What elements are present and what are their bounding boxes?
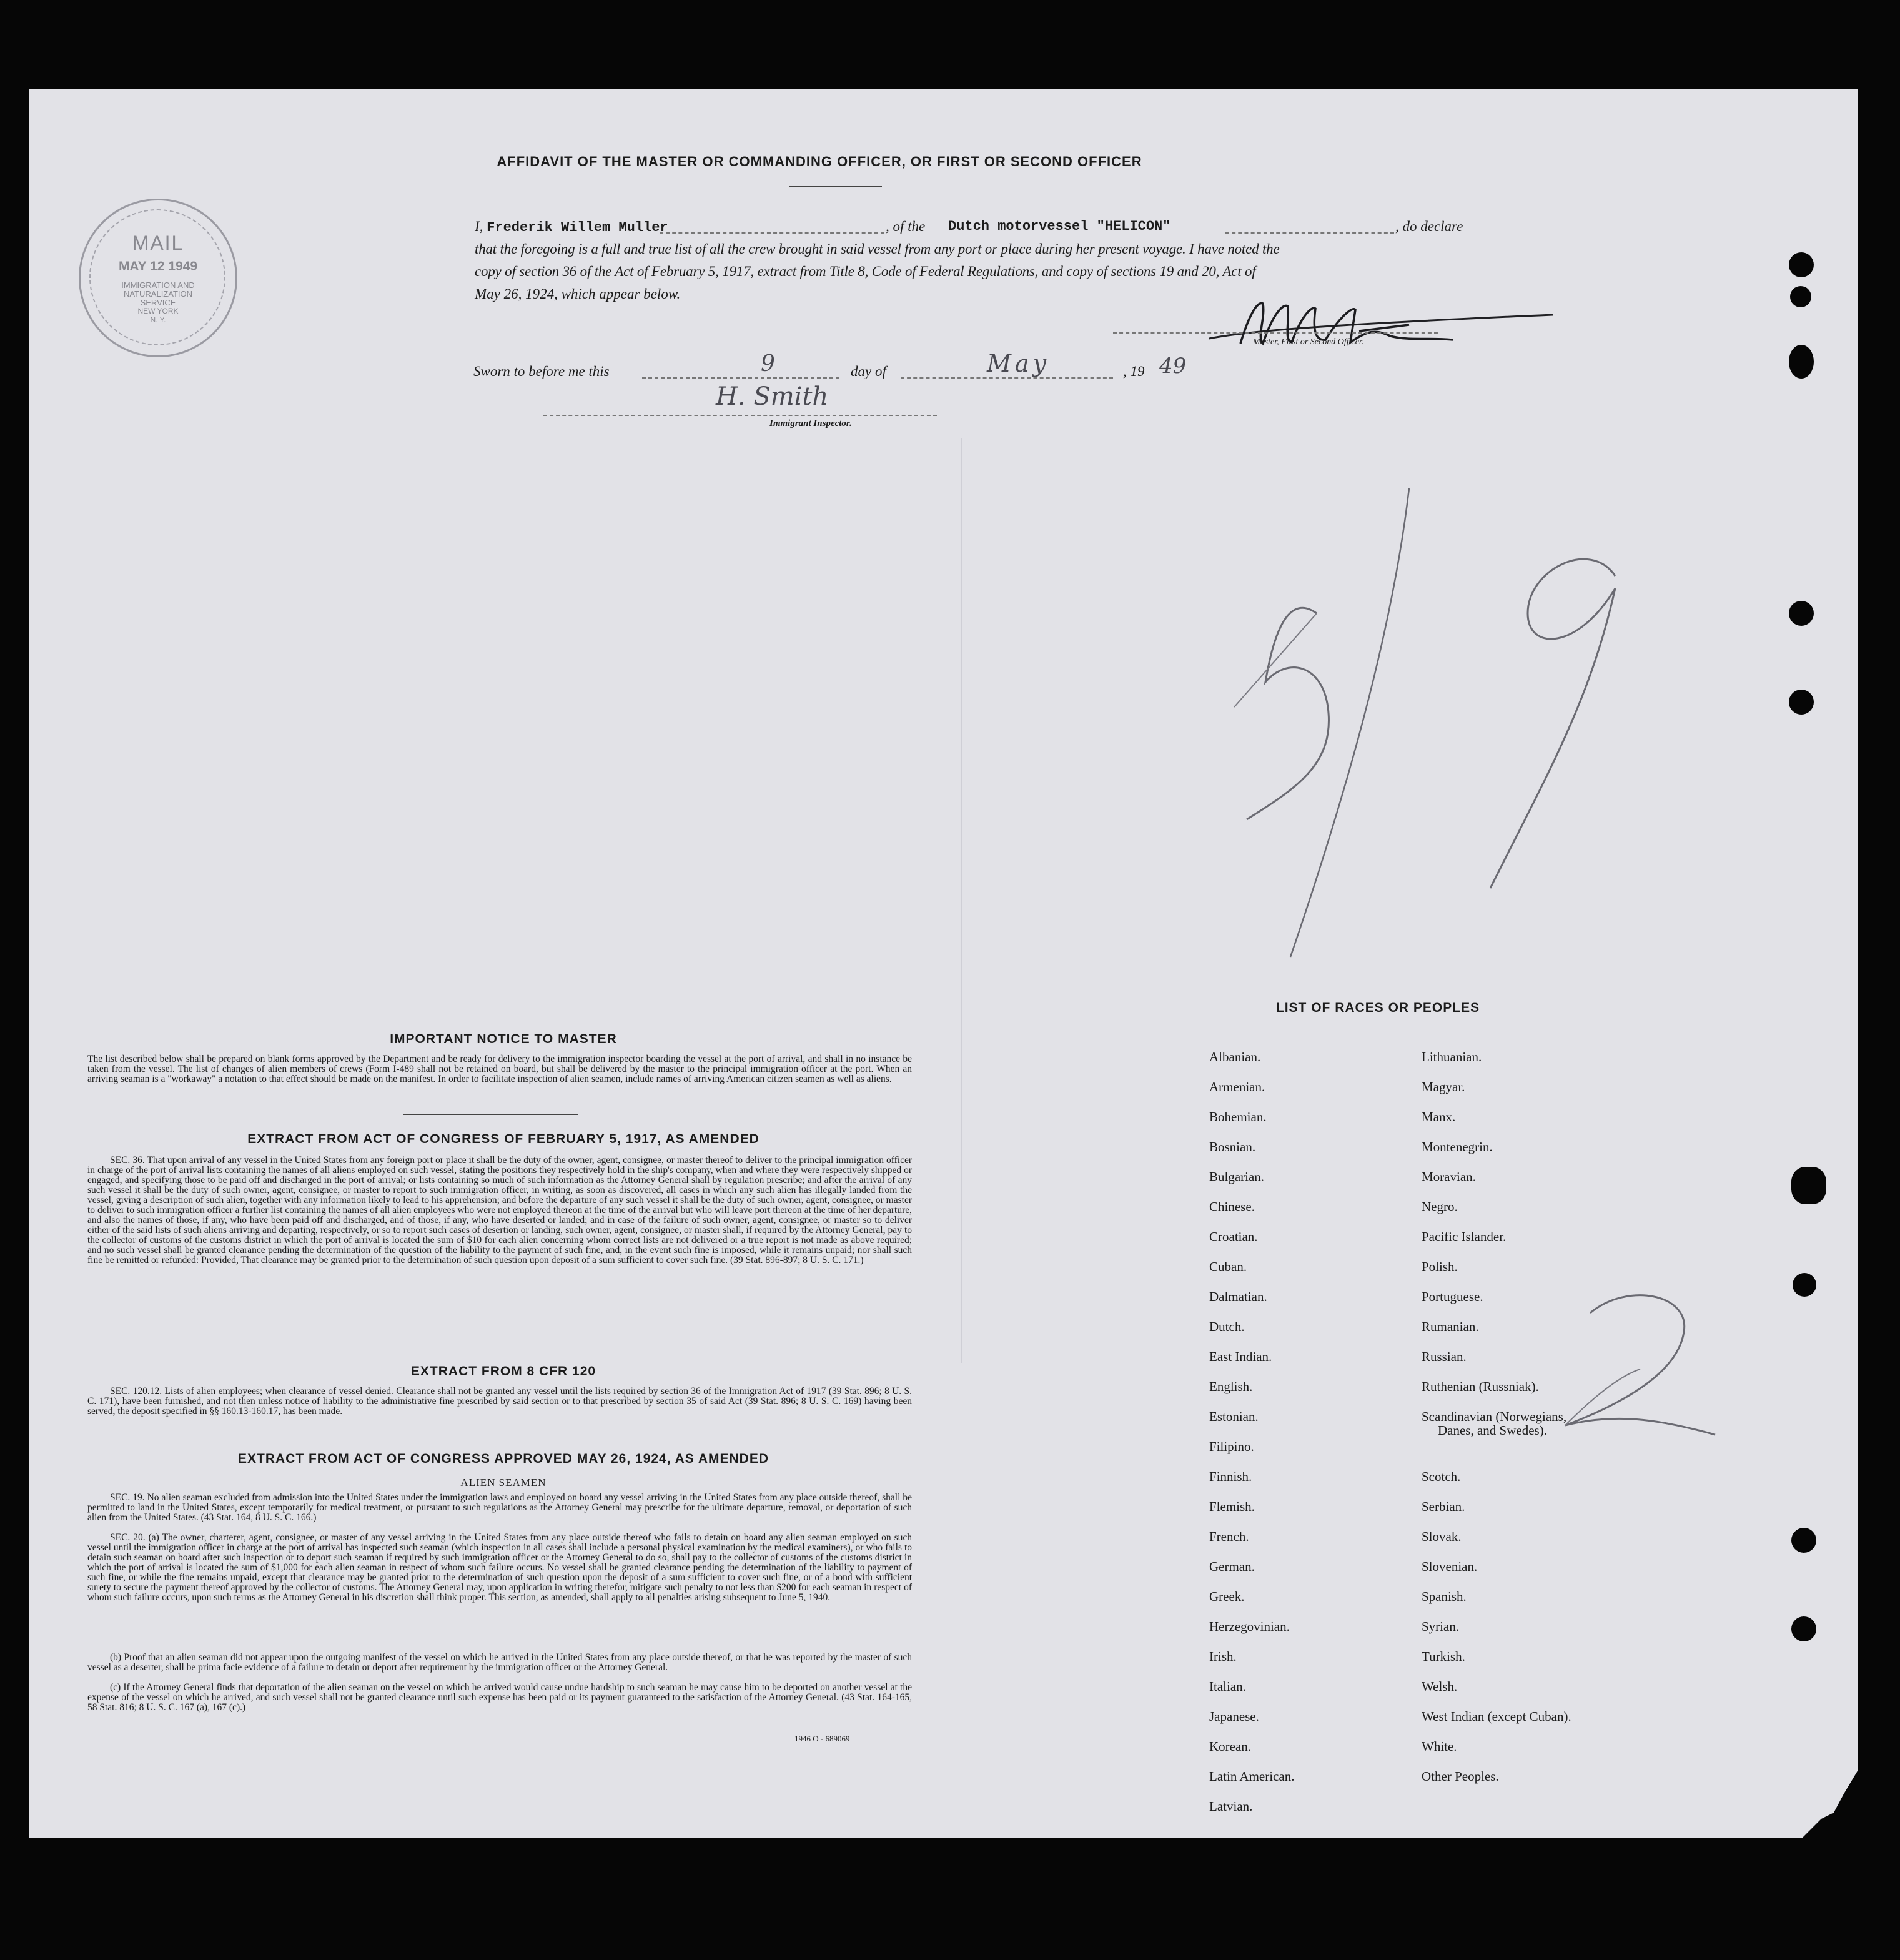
race-item: Negro. [1422,1199,1458,1214]
race-item: Bosnian. [1209,1139,1256,1154]
race-item: Dutch. [1209,1319,1245,1334]
race-item: Flemish. [1209,1499,1255,1514]
torn-corner [1784,1769,1859,1839]
race-item: Italian. [1209,1679,1246,1694]
race-item: Greek. [1209,1589,1245,1604]
master-name: Frederik Willem Muller [487,220,668,235]
sworn-month: May [987,350,1051,377]
race-item: Moravian. [1422,1169,1476,1184]
races-title: LIST OF RACES OR PEOPLES [1275,1001,1480,1015]
extract-1924-sec20b: (b) Proof that an alien seaman did not appear upon the outgoing manifest of the vessel on which he arrived in the United States from any place outside thereof, or that he was reported by the master of such vessel as a deserter, shall be prima facie evidence of a failure to detain or deport after requirement by the immigration officer or the Attorney General. [87,1652,912,1673]
extract-1917-body: SEC. 36. That upon arrival of any vessel in the United States from any foreign port or place it shall be the duty of the owner, agent, consignee, or master thereof to deliver to the principal immigration officer in charge of the port of arrival lists containing the names of all aliens employed on such vessel, stating the positions they respectively hold in the ship's company, when and where they were respectively shipped or engaged, and specifying those to be paid off and discharged in the port of arrival; or lists containing so much of such information as the Attorney General shall by regulation prescribe; and after the arrival of any such vessel it shall be the duty of such owner, agent, consignee, or master to report to such immigration officer, in writing, as soon as discovered, all cases in which any such alien has illegally landed from the vessel, giving a description of such alien, together with any information likely to lead to his apprehension; and before the departure of any such vessel it shall be the duty of such owner, agent, consignee, or master to deliver to such immigration officer a further list containing the names of all alien employees who were not employed thereon at the time of the arrival but who will leave port thereon at the time of her departure, and also the names of those, if any, who have been paid off and discharged, and of those, if any, who have deserted or landed; and in case of the failure of such owner, agent, consignee, or master so to deliver either of the said lists of such aliens arriving and departing, respectively, or so to report such cases of desertion or landing, such owner, agent, consignee, or master shall, if required by the Attorney General, pay to the collector of customs of the customs district in which the port of arrival is located the sum of $10 for each alien concerning whom correct lists are not delivered or a true report is not made as above required; and no such vessel shall be granted clearance pending the determination of the question of the liability to the payment of such fine, and, in the event such fine is imposed, while it remains unpaid; nor shall such fine be remitted or refunded: Provided, That clearance may be granted prior to the determination of such question upon deposit of a sum sufficient to cover such fine. (39 Stat. 896-897; 8 U. S. C. 171.) [87,1155,912,1265]
race-item: Scotch. [1422,1469,1461,1484]
race-item: Scandinavian (Norwegians, [1422,1409,1567,1424]
race-item: Montenegrin. [1422,1139,1493,1154]
race-item: German. [1209,1559,1255,1574]
punch-hole [1790,286,1811,307]
notice-title: IMPORTANT NOTICE TO MASTER [390,1032,617,1046]
race-item: Cuban. [1209,1259,1247,1274]
sworn-day: 9 [761,351,775,377]
affidavit-line-3: copy of section 36 of the Act of February 5, 1917, extract from Title 8, Code of Federal Regulations, and copy of sections 19 and 20, Act of [475,264,1256,279]
affidavit-title: AFFIDAVIT OF THE MASTER OR COMMANDING OFFICER, OR FIRST OR SECOND OFFICER [497,154,1142,169]
of-the-text: , of the [886,219,926,234]
race-item: Latvian. [1209,1799,1253,1814]
do-declare-text: , do declare [1395,219,1463,234]
vessel-name: Dutch motorvessel "HELICON" [948,219,1171,234]
extract-cfr-title: EXTRACT FROM 8 CFR 120 [410,1364,596,1378]
race-item: Japanese. [1209,1709,1259,1724]
race-item: Korean. [1209,1739,1252,1754]
race-item: Rumanian. [1422,1319,1479,1334]
punch-hole [1793,1273,1816,1297]
race-item: Herzegovinian. [1209,1619,1290,1634]
print-code: 1946 O - 689069 [794,1734,850,1743]
stamp-date: MAY 12 1949 [118,259,198,274]
race-item: Croatian. [1209,1229,1258,1244]
punch-hole [1789,601,1814,626]
year-suffix: 49 [1159,354,1187,379]
notice-rule [403,1114,578,1115]
race-item: Dalmatian. [1209,1289,1267,1304]
affidavit-line-2: that the foregoing is a full and true list of all the crew brought in said vessel from any port or place during her present voyage. I have noted the [475,241,1280,257]
race-item: Portuguese. [1422,1289,1483,1304]
race-item: Welsh. [1422,1679,1458,1694]
race-item: Bulgarian. [1209,1169,1265,1184]
handwritten-number-small [1540,1288,1728,1450]
race-item: Bohemian. [1209,1109,1267,1124]
sworn-label: Sworn to before me this [473,364,610,379]
race-item: Ruthenian (Russniak). [1422,1379,1539,1394]
race-item: Lithuanian. [1422,1049,1482,1064]
race-item: White. [1422,1739,1457,1754]
signature-caption: Master, First or Second Officer. [1253,337,1364,347]
intro-text: I, [475,219,483,234]
received-stamp [79,199,237,357]
race-item: Estonian. [1209,1409,1259,1424]
punch-hole [1791,1167,1826,1204]
race-item: Other Peoples. [1422,1769,1499,1784]
stamp-line: NATURALIZATION [123,289,193,299]
race-item: Russian. [1422,1349,1467,1364]
document-page [29,89,1858,1838]
race-item: West Indian (except Cuban). [1422,1709,1571,1724]
race-item: Albanian. [1209,1049,1261,1064]
race-item: Latin American. [1209,1769,1295,1784]
year-prefix: , 19 [1123,364,1145,379]
title-rule [789,186,882,187]
affidavit-line-4: May 26, 1924, which appear below. [475,286,681,302]
punch-hole [1789,690,1814,715]
extract-1917-title: EXTRACT FROM ACT OF CONGRESS OF FEBRUARY 5, 1917, AS AMENDED [247,1132,760,1146]
stamp-line: SERVICE [140,298,176,307]
race-item: Manx. [1422,1109,1456,1124]
day-of-text: day of [851,364,886,379]
extract-1924-title: EXTRACT FROM ACT OF CONGRESS APPROVED MAY 26, 1924, AS AMENDED [237,1452,769,1466]
stamp-line: NEW YORK [137,307,179,315]
month-fill-line [901,377,1113,379]
race-item: Pacific Islander. [1422,1229,1507,1244]
race-item: Slovenian. [1422,1559,1478,1574]
race-item: Polish. [1422,1259,1458,1274]
race-item: Slovak. [1422,1529,1462,1544]
race-item: Irish. [1209,1649,1237,1664]
inspector-signature: H. Smith [716,382,829,411]
race-item: Magyar. [1422,1079,1465,1094]
race-item: Spanish. [1422,1589,1467,1604]
extract-1924-sec19: SEC. 19. No alien seaman excluded from admission into the United States under the immigration laws and employed on board any vessel arriving in the United States from any place outside thereof, shall be permitted to land in the United States, except temporarily for medical treatment, or pursuant to such regulations as the Attorney General may prescribe for the ultimate departure, removal, or deportation of such alien from the United States. (43 Stat. 164, 8 U. S. C. 166.) [87,1492,912,1523]
race-item: Filipino. [1209,1439,1254,1454]
race-item: Finnish. [1209,1469,1252,1484]
handwritten-number-large [1140,389,1665,963]
race-item: Danes, and Swedes). [1438,1423,1547,1438]
punch-hole [1791,1528,1816,1553]
race-item: English. [1209,1379,1253,1394]
race-item: Armenian. [1209,1079,1265,1094]
inspector-line [543,415,937,416]
punch-hole [1789,345,1814,379]
stamp-line: N. Y. [150,315,166,324]
race-item: Turkish. [1422,1649,1465,1664]
extract-cfr-body: SEC. 120.12. Lists of alien employees; when clearance of vessel denied. Clearance shall not be granted any vessel until the lists required by section 36 of the Immigration Act of 1917 (39 Stat. 896; 8 U. S. C. 171), have been furnished, and not then unless notice of liability to the administrative fine prescribed by said section or to that prescribed by section 35 of said Act (39 Stat. 896; 8 U. S. C. 169) having been served, the deposit specified in §§ 160.13-160.17, has been made. [87,1386,912,1417]
day-fill-line [642,377,839,379]
race-item: French. [1209,1529,1249,1544]
race-item: Syrian. [1422,1619,1460,1634]
inspector-caption: Immigrant Inspector. [769,418,852,428]
extract-1924-sec20c: (c) If the Attorney General finds that deportation of the alien seaman on the vessel on which he arrived would cause undue hardship to such seaman he may cause him to be deported on another vessel at the expense of the vessel on which he arrived, and such vessel shall not be granted clearance until such expense has been paid or its payment guaranteed to the satisfaction of the Attorney General. (43 Stat. 164-165, 58 Stat. 816; 8 U. S. C. 167 (a), 167 (c).) [87,1682,912,1713]
vessel-fill-line [1225,232,1394,234]
extract-1924-sec20a: SEC. 20. (a) The owner, charterer, agent, consignee, or master of any vessel arriving in the United States from any place outside thereof who fails to detain on board any alien seaman employed on such vessel until the immigration officer in charge at the port of arrival has inspected such seaman (which inspection in all cases shall include a personal physical examination by the medical examiners), or who fails to detain such seaman on board after such inspection or to deport such seaman if required by such immigration officer or the Attorney General to do so, shall pay to the collector of customs of the customs district in which the port of arrival is located the sum of $1,000 for each alien seaman in respect of whom such failure occurs. No vessel shall be granted clearance pending the determination of the liability to payment of such fine, or while the fine remains unpaid, except that clearance may be granted prior to the determination of such question upon the deposit of a sum sufficient to cover such fine, or of a bond with sufficient surety to secure the payment thereof approved by the collector of customs. The Attorney General may, upon application in writing therefor, mitigate such penalty to not less than $200 for each seaman in respect of whom such failure occurs, upon such terms as the Attorney General in his discretion shall think proper. This section, as amended, shall apply to all penalties arising subsequent to June 5, 1940. [87,1532,912,1603]
punch-hole [1789,252,1814,277]
notice-body: The list described below shall be prepared on blank forms approved by the Department and be ready for delivery to the immigration inspector boarding the vessel at the port of arrival, and shall in no instance be taken from the vessel. The list of changes of alien members of crews (Form I-489 shall not be retained on board, but shall be delivered by the master to the principal immigration officer at the port. When an arriving seaman is a "workaway" a notation to that effect should be made on the manifest. In order to facilitate inspection of alien seamen, include names of arriving American citizen seamen as well as aliens. [87,1054,912,1084]
fold-line [961,438,962,1363]
punch-hole [1791,1616,1816,1641]
extract-1924-subtitle: ALIEN SEAMEN [460,1477,547,1488]
race-item: Chinese. [1209,1199,1255,1214]
race-item: East Indian. [1209,1349,1272,1364]
name-fill-line [660,232,884,234]
stamp-line: IMMIGRATION AND [121,280,195,290]
race-item: Serbian. [1422,1499,1465,1514]
signature-line [1113,332,1438,334]
stamp-mail: MAIL [132,232,184,254]
